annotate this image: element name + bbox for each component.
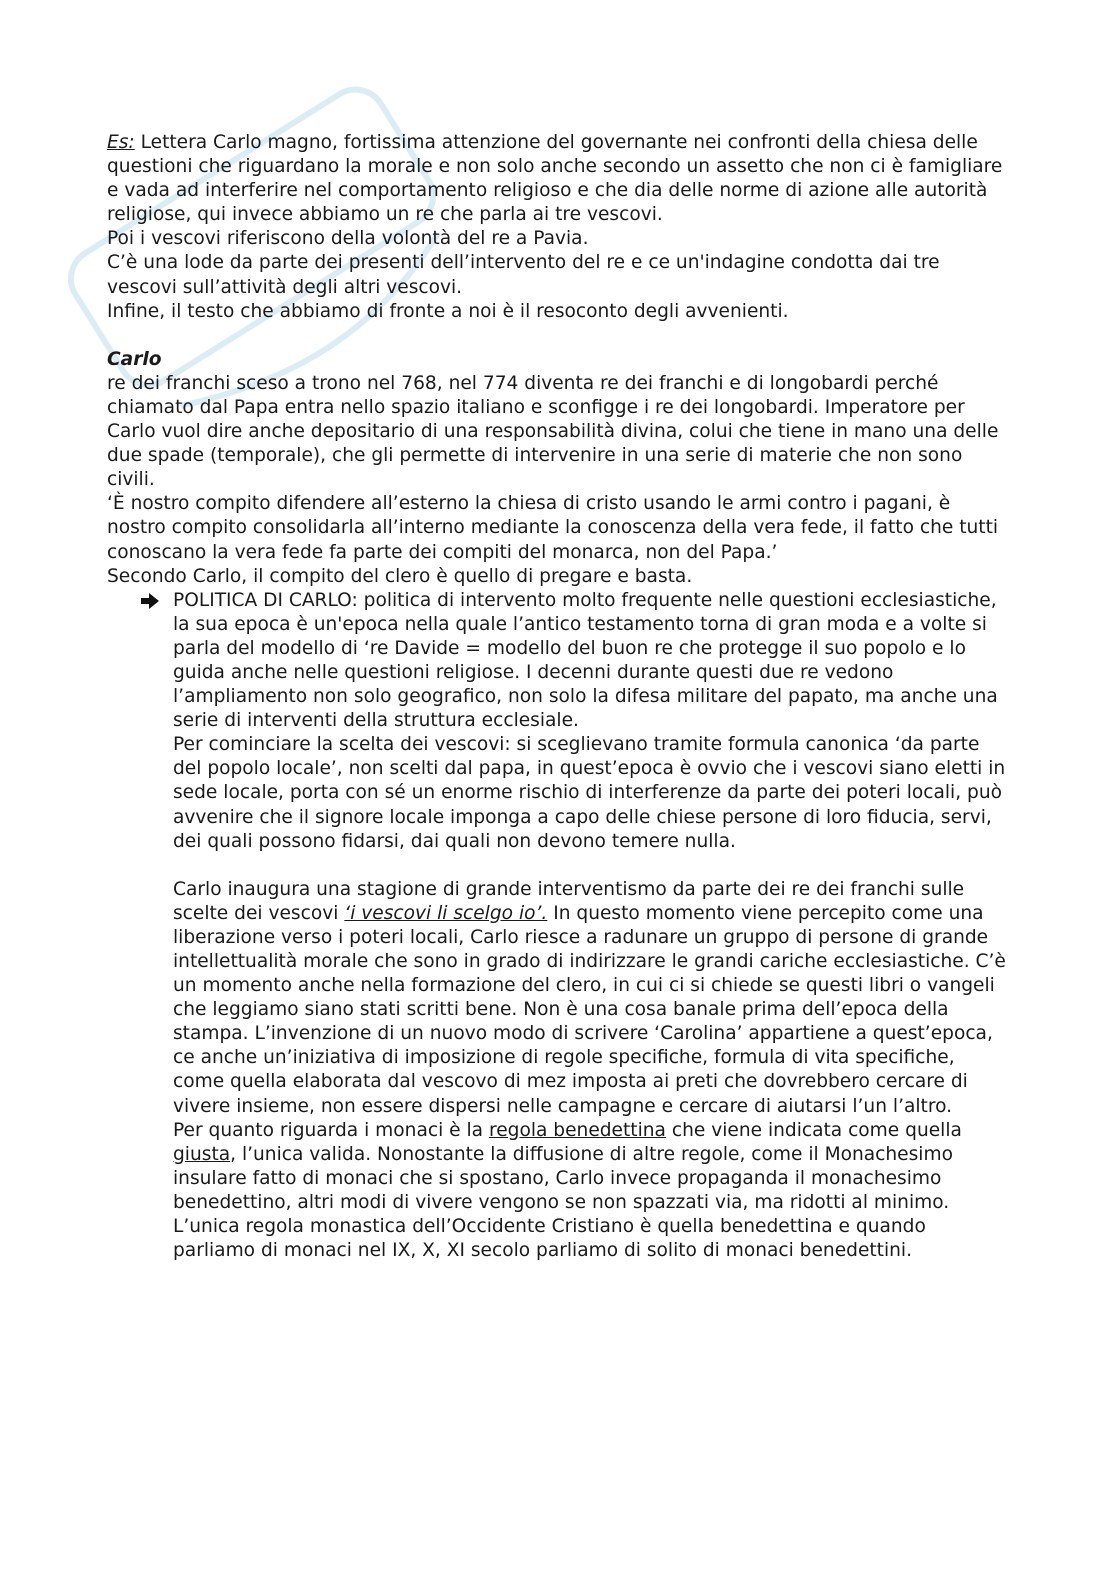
intro-line-3: C’è una lode da parte dei presenti dell’intervento del re e ce un'indagine condotta dai tre vescovi sull’attività degli altri vescovi. [107,252,940,298]
carlo-clero-line: Secondo Carlo, il compito del clero è quello di pregare e basta. [107,565,693,587]
p4-text-b: che viene indicata come quella [665,1119,962,1141]
p4-text-c: , l’unica valida. Nonostante la diffusione di altre regole, come il Monachesimo insulare fatto di monaci che si spostano, Carlo invece propaganda il monachesimo benedettino, altri modi di vivere vengono se non spazzati via, ma ridotti al minimo. [173,1143,953,1213]
p3-quote: ‘i vescovi li scelgo io’. [344,902,548,924]
p4-giusta: giusta [173,1143,231,1165]
politica-paragraph-4 [173,1119,1007,1215]
spacer [107,324,1007,348]
carlo-quote: ‘È nostro compito difendere all’esterno la chiesa di cristo usando le armi contro i pagani, è nostro compito consolidarla all’interno mediante la conoscenza della vera fede, il fatto che tutti conoscano la vera fede fa parte dei compiti del monarca, non del Papa.’ [107,493,999,563]
document-body [107,131,1007,1263]
es-label: Es: [107,132,135,153]
intro-paragraph [107,131,1007,227]
es-text: Lettera Carlo magno, fortissima attenzione del governante nei confronti della chiesa delle questioni che riguardano la morale e non solo anche secondo un assetto che non ci è famigliare e vada ad interferire nel comportamento religioso e che dia delle norme di azione alle autorità religiose, qui invece abbiamo un re che parla ai tre vescovi. [107,132,1003,226]
politica-paragraph-3 [173,878,1007,1119]
intro-line-2: Poi i vescovi riferiscono della volontà del re a Pavia. [107,228,589,250]
p3-text-a: Carlo inaugura una stagione di grande interventismo da parte dei re dei franchi sulle scelte dei vescovi [173,878,965,924]
p4-text-a: Per quanto riguarda i monaci è la [173,1119,489,1141]
arrow-right-icon [139,591,161,611]
politica-paragraph-5: L’unica regola monastica dell’Occidente Cristiano è quella benedettina e quando parliamo di monaci nel IX, X, XI secolo parliamo di solito di monaci benedettini. [173,1216,926,1262]
p3-text-b: In questo momento viene percepito come una liberazione verso i poteri locali, Carlo riesce a radunare un gruppo di persone di grande intellettualità morale che sono in grado di indirizzare le grandi cariche ecclesiastiche. C’è un momento anche nella formazione del clero, in cui ci si chiede se questi libri o vangeli che leggiamo siano stati scritti bene. Non è una cosa banale prima dell’epoca della stampa. L’invenzione di un nuovo modo di scrivere ‘Carolina’ appartiene a quest’epoca, ce anche un’iniziativa di imposizione di regole specifiche, formula di vita specifiche, come quella elaborata dal vescovo di mez imposta ai preti che dovrebbero cercare di vivere insieme, non essere dispersi nelle campagne e cercare di aiutarsi l’un l’altro. [173,902,1006,1117]
spacer [173,854,1007,878]
intro-line-4: Infine, il testo che abbiamo di fronte a noi è il resoconto degli avvenienti. [107,300,789,322]
politica-paragraph-1: POLITICA DI CARLO: politica di intervento molto frequente nelle questioni ecclesiastiche, la sua epoca è un'epoca nella quale l’antico testamento torna di gran moda e a volte si parla del modello di ‘re Davide = modello del buon re che protegge il suo popolo e lo guida anche nelle questioni religiose. I decenni durante questi due re vedono l’ampliamento non solo geografico, non solo la difesa militare del papato, ma anche una serie di interventi della struttura ecclesiale. [173,589,998,732]
politica-bullet [107,589,1007,1264]
politica-paragraph-2: Per cominciare la scelta dei vescovi: si sceglievano tramite formula canonica ‘da parte del popolo locale’, non scelti dal papa, in quest’epoca è ovvio che i vescovi siano eletti in sede locale, porta con sé un enorme rischio di interferenze da parte dei poteri locali, può avvenire che il signore locale imponga a capo delle chiese persone di loro fiducia, servi, dei quali possono fidarsi, dai quali non devono temere nulla. [173,734,1006,852]
p4-regola-benedettina: regola benedettina [488,1119,666,1141]
section-heading-carlo: Carlo [107,348,162,370]
carlo-paragraph: re dei franchi sceso a trono nel 768, nel 774 diventa re dei franchi e di longobardi perché chiamato dal Papa entra nello spazio italiano e sconfigge i re dei longobardi. Imperatore per Carlo vuol dire anche depositario di una responsabilità divina, colui che tiene in mano una delle due spade (temporale), che gli permette di intervenire in una serie di materie che non sono civili. [107,372,999,491]
